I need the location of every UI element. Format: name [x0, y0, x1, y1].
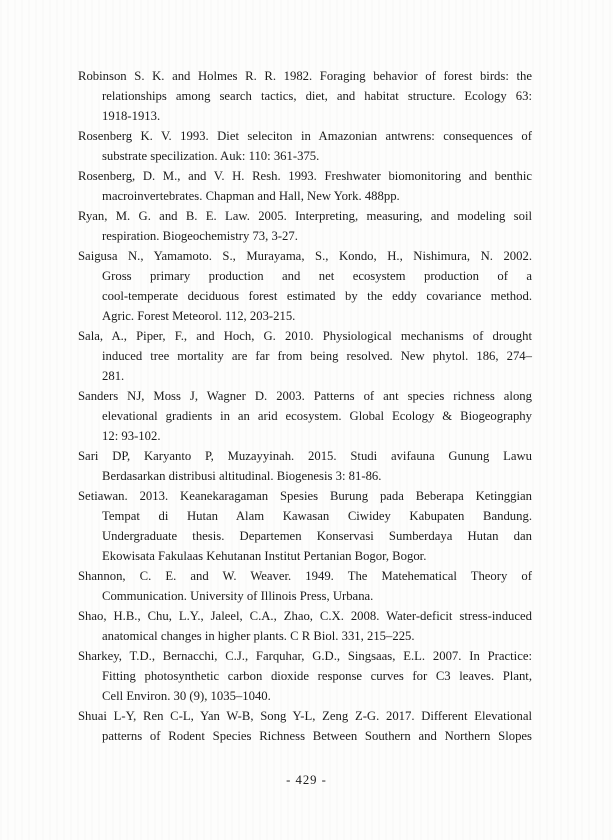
reference-entry — [78, 66, 532, 126]
reference-entry — [78, 706, 532, 746]
reference-entry — [78, 246, 532, 326]
reference-line: patterns of Rodent Species Richness Between Southern and Northern Slopes — [102, 729, 532, 743]
reference-line: 281. — [102, 369, 125, 383]
reference-line: elevational gradients in an arid ecosystem. Global Ecology & Biogeography — [102, 409, 532, 423]
reference-line: respiration. Biogeochemistry 73, 3-27. — [102, 229, 298, 243]
reference-line: Undergraduate thesis. Departemen Konservasi Sumberdaya Hutan dan — [102, 529, 532, 543]
reference-entry — [78, 386, 532, 446]
reference-line: induced tree mortality are far from being resolved. New phytol. 186, 274– — [102, 349, 532, 363]
reference-line: 12: 93-102. — [102, 429, 161, 443]
reference-entry — [78, 446, 532, 486]
reference-line: Berdasarkan distribusi altitudinal. Biogenesis 3: 81-86. — [102, 469, 382, 483]
reference-line: Rosenberg K. V. 1993. Diet seleciton in Amazonian antwrens: consequences of — [78, 129, 532, 143]
reference-line: anatomical changes in higher plants. C R Biol. 331, 215–225. — [102, 629, 415, 643]
reference-line: cool-temperate deciduous forest estimated by the eddy covariance method. — [102, 289, 532, 303]
reference-line: Shannon, C. E. and W. Weaver. 1949. The Matehematical Theory of — [78, 569, 532, 583]
reference-line: Setiawan. 2013. Keanekaragaman Spesies Burung pada Beberapa Ketinggian — [78, 489, 532, 503]
reference-line: Shao, H.B., Chu, L.Y., Jaleel, C.A., Zhao, C.X. 2008. Water-deficit stress-induced — [78, 609, 532, 623]
reference-line: Ryan, M. G. and B. E. Law. 2005. Interpreting, measuring, and modeling soil — [78, 209, 532, 223]
reference-line: macroinvertebrates. Chapman and Hall, New York. 488pp. — [102, 189, 400, 203]
reference-entry — [78, 606, 532, 646]
reference-line: Sanders NJ, Moss J, Wagner D. 2003. Patterns of ant species richness along — [78, 389, 532, 403]
reference-entry — [78, 206, 532, 246]
reference-list — [78, 66, 532, 746]
reference-line: Communication. University of Illinois Press, Urbana. — [102, 589, 374, 603]
reference-line: Sala, A., Piper, F., and Hoch, G. 2010. Physiological mechanisms of drought — [78, 329, 532, 343]
reference-line: Fitting photosynthetic carbon dioxide response curves for C3 leaves. Plant, — [102, 669, 532, 683]
page-number: - 429 - — [286, 773, 327, 787]
reference-entry — [78, 646, 532, 706]
reference-line: Gross primary production and net ecosystem production of a — [102, 269, 532, 283]
reference-line: Agric. Forest Meteorol. 112, 203-215. — [102, 309, 296, 323]
reference-line: Robinson S. K. and Holmes R. R. 1982. Foraging behavior of forest birds: the — [78, 69, 532, 83]
reference-line: Rosenberg, D. M., and V. H. Resh. 1993. Freshwater biomonitoring and benthic — [78, 169, 532, 183]
reference-line: Cell Environ. 30 (9), 1035–1040. — [102, 689, 271, 703]
reference-line: Shuai L-Y, Ren C-L, Yan W-B, Song Y-L, Zeng Z-G. 2017. Different Elevational — [78, 709, 532, 723]
reference-line: Ekowisata Fakulaas Kehutanan Institut Pertanian Bogor, Bogor. — [102, 549, 427, 563]
reference-entry — [78, 566, 532, 606]
reference-entry — [78, 166, 532, 206]
reference-line: 1918-1913. — [102, 109, 161, 123]
reference-entry — [78, 486, 532, 566]
reference-line: Sharkey, T.D., Bernacchi, C.J., Farquhar, G.D., Singsaas, E.L. 2007. In Practice: — [78, 649, 532, 663]
reference-line: relationships among search tactics, diet, and habitat structure. Ecology 63: — [102, 89, 532, 103]
reference-entry — [78, 326, 532, 386]
reference-line: substrate specilization. Auk: 110: 361-375. — [102, 149, 320, 163]
reference-entry — [78, 126, 532, 166]
reference-line: Tempat di Hutan Alam Kawasan Ciwidey Kabupaten Bandung. — [102, 509, 532, 523]
reference-line: Sari DP, Karyanto P, Muzayyinah. 2015. Studi avifauna Gunung Lawu — [78, 449, 532, 463]
reference-line: Saigusa N., Yamamoto. S., Murayama, S., Kondo, H., Nishimura, N. 2002. — [78, 249, 532, 263]
